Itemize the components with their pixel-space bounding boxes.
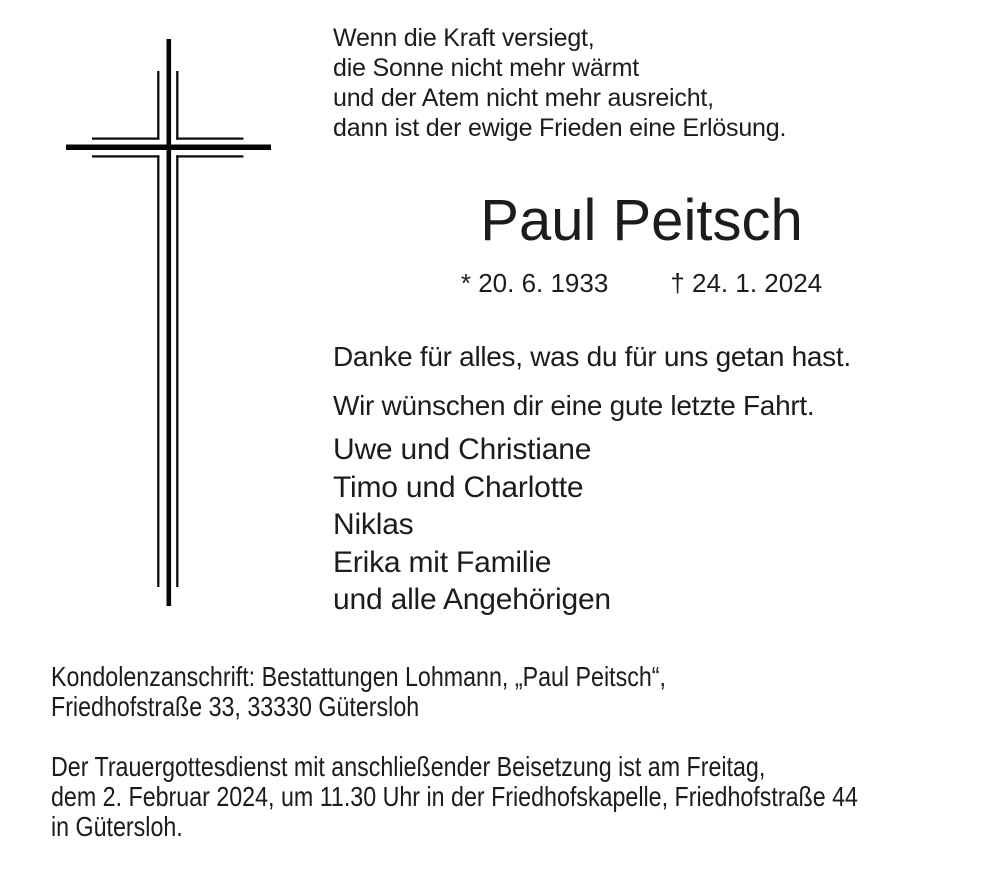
service-line: Der Trauergottesdienst mit anschließender Beisetzung ist am Freitag, (51, 751, 766, 782)
mourner-line: Timo und Charlotte (333, 470, 584, 504)
mourners-list (333, 431, 611, 619)
service-info (51, 752, 858, 842)
poem-line: die Sonne nicht mehr wärmt (333, 54, 640, 82)
poem-line: und der Atem nicht mehr ausreicht, (333, 84, 714, 112)
poem (333, 23, 786, 143)
farewell-line: Wir wünschen dir eine gute letzte Fahrt. (333, 390, 815, 421)
mourner-line: und alle Angehörigen (333, 583, 611, 616)
condolence-line: Kondolenzanschrift: Bestattungen Lohmann, „Paul Peitsch“, (51, 661, 666, 692)
mourner-line: Uwe und Christiane (333, 433, 592, 466)
memorial-cross-icon (60, 30, 280, 615)
service-line: dem 2. Februar 2024, um 11.30 Uhr in der Friedhofskapelle, Friedhofstraße 44 (51, 781, 858, 812)
mourner-line: Erika mit Familie (333, 545, 552, 579)
service-line: in Gütersloh. (51, 811, 183, 842)
deceased-name: Paul Peitsch (480, 188, 803, 253)
poem-line: Wenn die Kraft versiegt, (333, 24, 595, 52)
life-dates (333, 268, 950, 298)
poem-line: dann ist der ewige Frieden eine Erlösung. (333, 114, 787, 142)
birth-date: * 20. 6. 1933 (460, 268, 609, 298)
thanks-line: Danke für alles, was du für uns getan hast. (333, 341, 851, 372)
condolence-address (51, 662, 666, 721)
death-date: † 24. 1. 2024 (670, 268, 823, 298)
condolence-line: Friedhofstraße 33, 33330 Gütersloh (51, 690, 420, 722)
mourner-line: Niklas (333, 508, 414, 541)
